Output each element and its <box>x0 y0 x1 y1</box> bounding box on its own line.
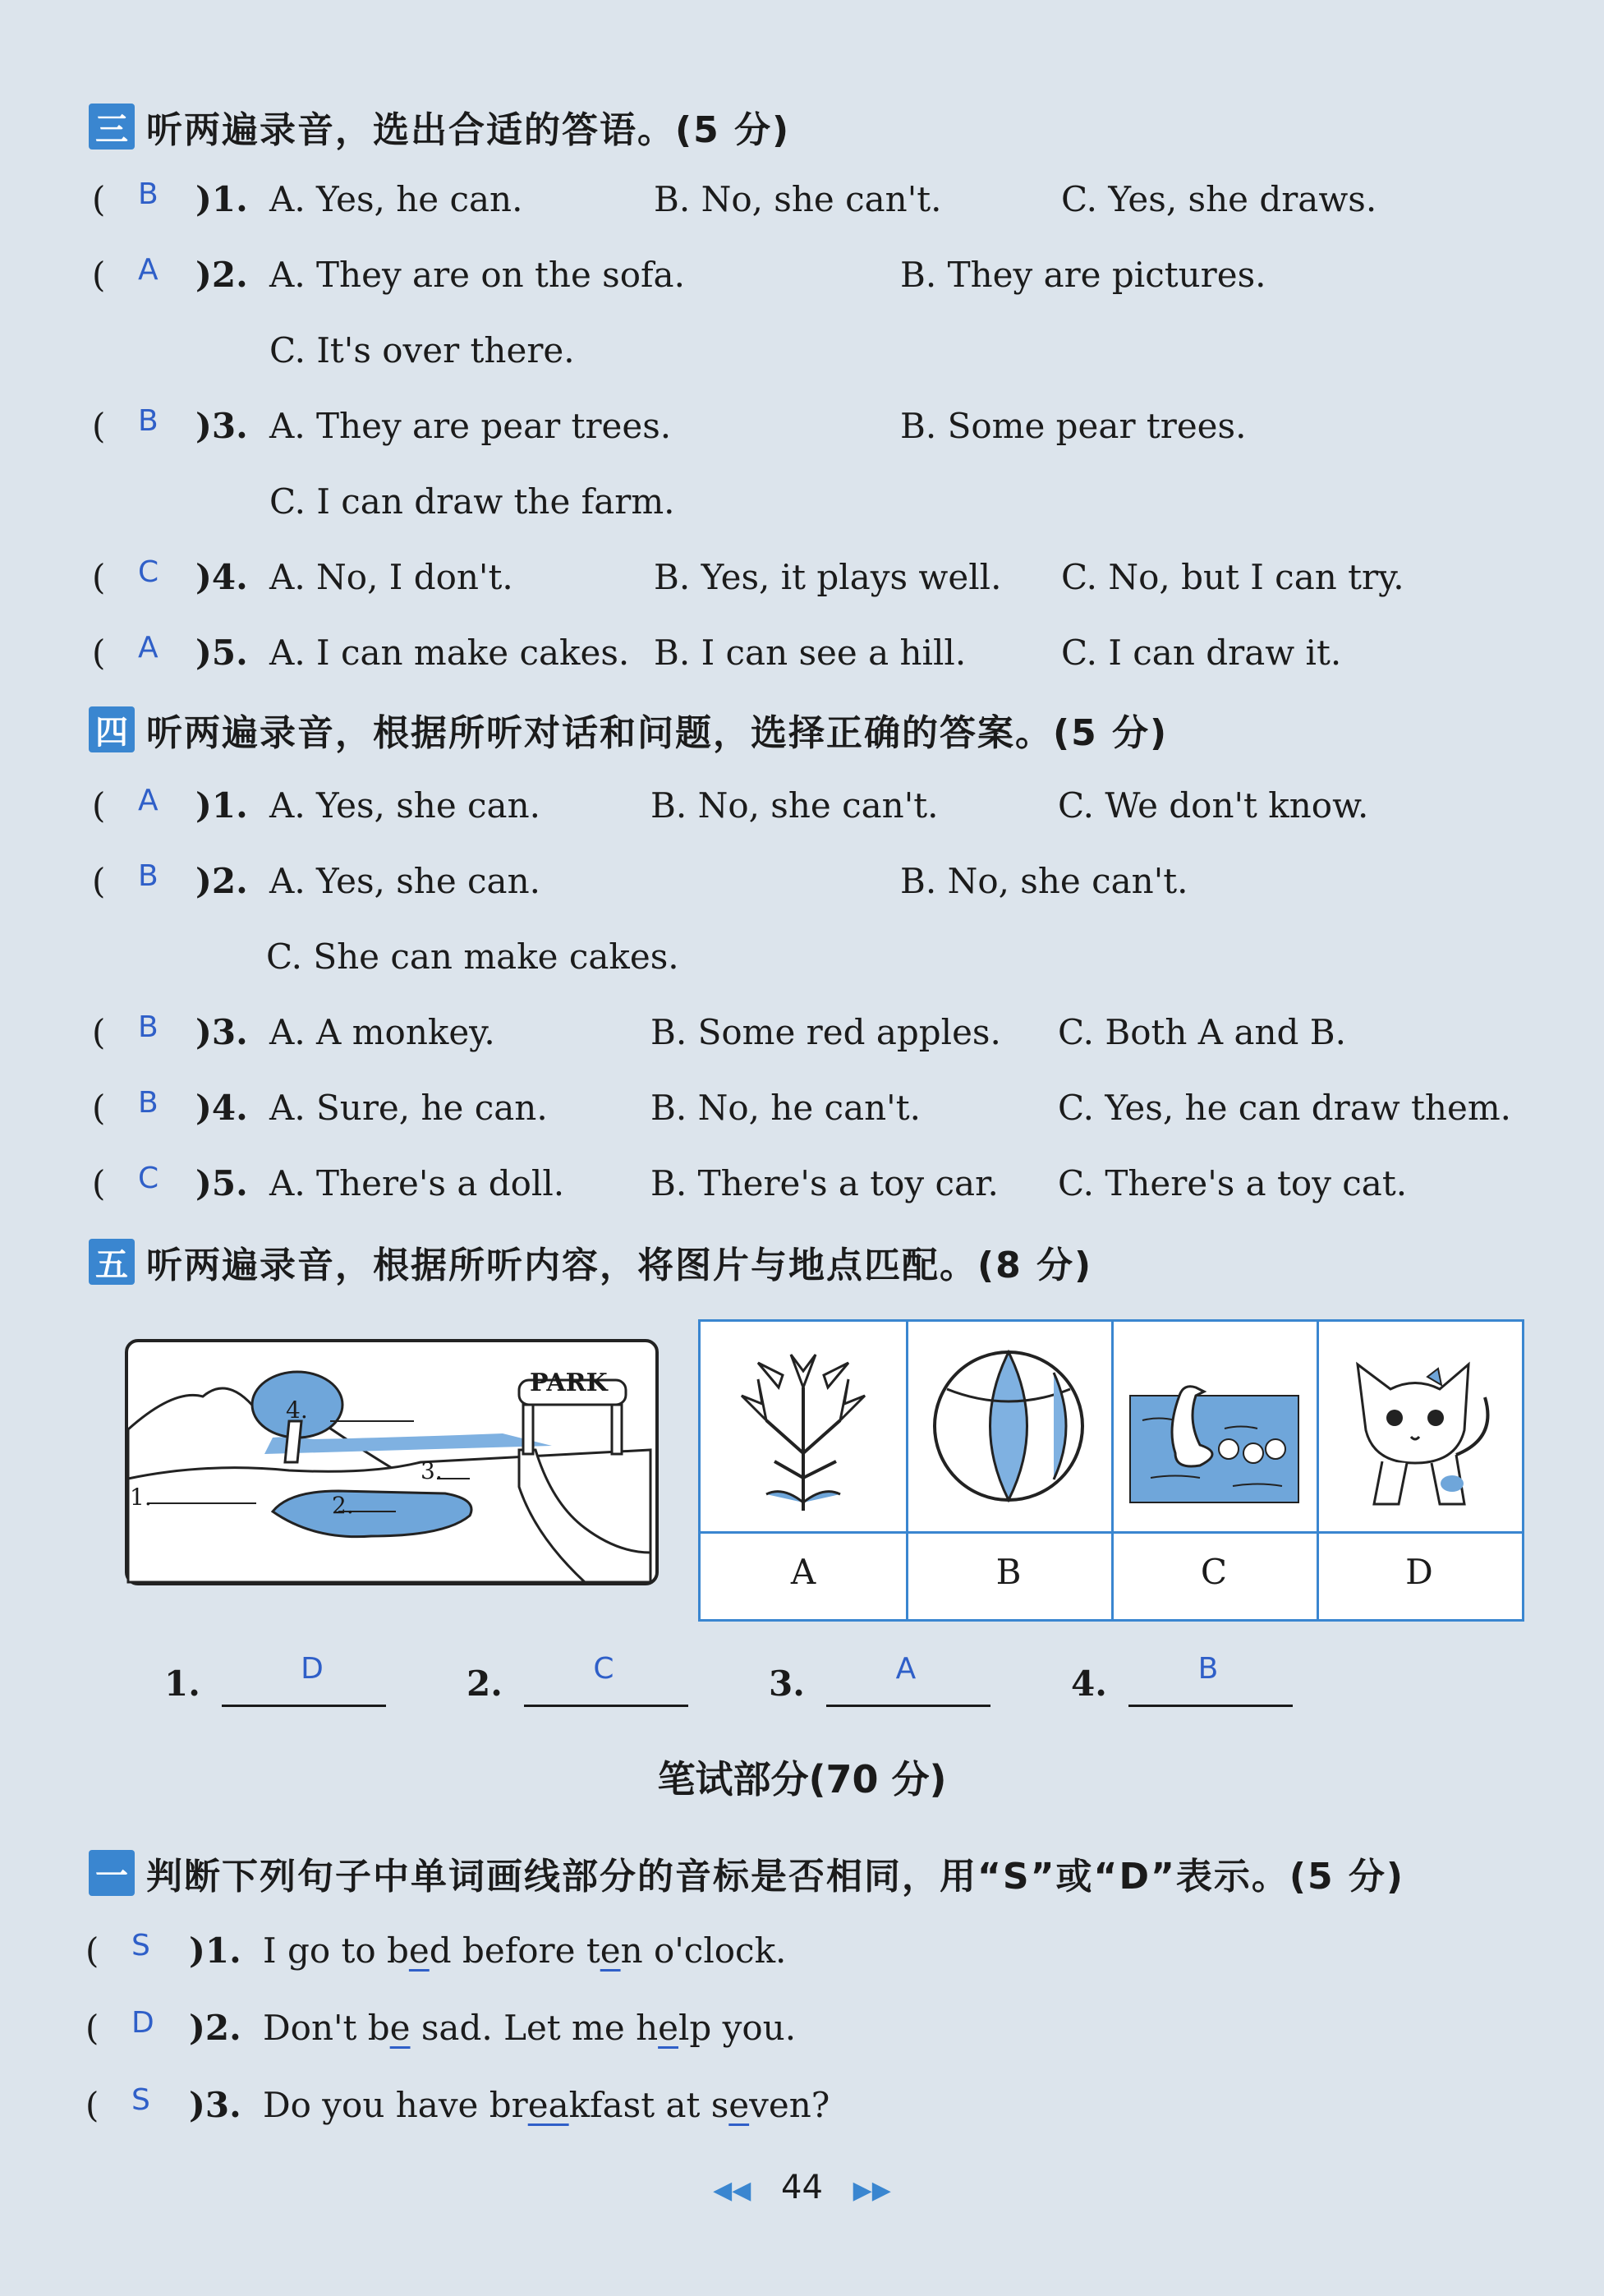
option-a: A. No, I don't. <box>269 557 513 597</box>
section-3-number: 三 <box>89 104 135 150</box>
underlined-letters: e <box>600 1930 621 1971</box>
question-number: )4. <box>195 1088 248 1128</box>
section-5-title: 听两遍录音，根据所听内容，将图片与地点匹配。(8 分) <box>146 1245 1093 1286</box>
underlined-letters: e <box>658 2008 678 2048</box>
answer-blank-2 <box>524 1705 688 1707</box>
open-paren: ( <box>92 861 106 901</box>
underlined-letters: e <box>389 2008 411 2048</box>
question-number: )3. <box>189 2085 241 2125</box>
option-b: B. I can see a hill. <box>654 633 967 673</box>
page-number: 44 <box>781 2169 823 2206</box>
beach-ball-image <box>922 1340 1095 1512</box>
section-w1-number: 一 <box>89 1850 135 1896</box>
question-number: )3. <box>195 1012 248 1052</box>
picture-label-a: A <box>790 1552 816 1592</box>
sentence-part: I go to b <box>263 1930 409 1971</box>
section-5-header <box>89 1237 1092 1286</box>
option-b: B. Yes, it plays well. <box>654 557 1002 597</box>
option-a: A. Yes, he can. <box>269 179 523 219</box>
open-paren: ( <box>92 255 106 295</box>
written-part-title: 笔试部分(70 分) <box>657 1757 947 1801</box>
sentence-part: ven? <box>749 2085 830 2125</box>
question-number: )2. <box>189 2008 241 2048</box>
section-4-title: 听两遍录音，根据所听对话和问题，选择正确的答案。(5 分) <box>146 712 1169 754</box>
picture-label-d: D <box>1405 1552 1433 1592</box>
question-number: )2. <box>195 861 248 901</box>
open-paren: ( <box>85 2008 99 2048</box>
answer-mark: B <box>138 1086 159 1120</box>
section-4-number: 四 <box>89 706 135 752</box>
answer-mark: S <box>131 1929 150 1962</box>
next-page-icon[interactable]: ▶▶ <box>853 2176 891 2205</box>
underlined-letters: e <box>728 2085 750 2125</box>
open-paren: ( <box>85 2085 99 2125</box>
picture-label-b: B <box>995 1552 1022 1592</box>
option-a: A. A monkey. <box>269 1012 495 1052</box>
option-a: A. They are on the sofa. <box>269 255 685 295</box>
section-5-number: 五 <box>89 1239 135 1285</box>
answer-blank-3 <box>826 1705 990 1707</box>
option-c: C. We don't know. <box>1058 785 1369 826</box>
option-c: C. I can draw it. <box>1061 633 1342 673</box>
section-w1-title: 判断下列句子中单词画线部分的音标是否相同，用“S”或“D”表示。(5 分) <box>146 1856 1405 1898</box>
option-b: B. No, she can't. <box>654 179 942 219</box>
question-number: )1. <box>195 179 248 219</box>
answer-mark: A <box>138 631 159 665</box>
answer-mark: C <box>138 555 159 589</box>
answer-mark: A <box>138 253 159 287</box>
underlined-letters: e <box>408 1930 430 1971</box>
match-answer-1: D <box>301 1652 324 1686</box>
question-number: )1. <box>189 1930 241 1971</box>
option-c: C. I can draw the farm. <box>269 481 675 522</box>
park-sign: PARK <box>530 1369 608 1397</box>
open-paren: ( <box>92 557 106 597</box>
open-paren: ( <box>92 179 106 219</box>
picture-grid <box>698 1319 1524 1622</box>
sentence-part: Don't b <box>263 2008 390 2048</box>
option-b: B. There's a toy car. <box>650 1163 999 1203</box>
option-a: A. Yes, she can. <box>269 785 540 826</box>
map-label-4: 4. <box>286 1396 308 1424</box>
option-c: C. It's over there. <box>269 330 575 370</box>
option-b: B. No, she can't. <box>900 861 1188 901</box>
option-a: A. I can make cakes. <box>269 633 630 673</box>
answer-mark: D <box>131 2006 154 2040</box>
option-c: C. Yes, she draws. <box>1061 179 1377 219</box>
sentence-part: n o'clock. <box>620 1930 787 1971</box>
section-w1-header <box>89 1848 1404 1898</box>
sentence <box>263 1930 786 1971</box>
section-4-header <box>89 705 1168 754</box>
sentence-part: Do you have br <box>263 2085 528 2125</box>
question-number: )1. <box>195 785 248 826</box>
match-answer-2: C <box>593 1652 614 1686</box>
option-c: C. She can make cakes. <box>266 936 679 977</box>
open-paren: ( <box>92 1088 106 1128</box>
answer-mark: A <box>138 784 159 817</box>
match-number-4: 4. <box>1071 1663 1107 1704</box>
sentence <box>263 2085 830 2125</box>
open-paren: ( <box>92 785 106 826</box>
section-3-title: 听两遍录音，选出合适的答语。(5 分) <box>146 109 791 151</box>
open-paren: ( <box>85 1930 99 1971</box>
underlined-letters: ea <box>527 2085 569 2125</box>
match-number-3: 3. <box>769 1663 805 1704</box>
sentence-part: d before t <box>429 1930 600 1971</box>
option-a: A. Sure, he can. <box>269 1088 548 1128</box>
answer-mark: B <box>138 177 159 211</box>
open-paren: ( <box>92 1163 106 1203</box>
match-number-1: 1. <box>164 1663 200 1704</box>
answer-mark: B <box>138 404 159 438</box>
park-map-illustration <box>125 1339 659 1585</box>
sentence <box>263 2008 796 2048</box>
sentence-part: sad. Let me h <box>410 2008 659 2048</box>
option-a: A. They are pear trees. <box>269 406 672 446</box>
match-number-2: 2. <box>466 1663 503 1704</box>
map-label-1: 1. <box>130 1484 152 1511</box>
answer-blank-1 <box>222 1705 386 1707</box>
option-b: B. No, he can't. <box>650 1088 921 1128</box>
answer-mark: B <box>138 859 159 893</box>
section-3-header <box>89 102 790 151</box>
option-b: B. Some pear trees. <box>900 406 1247 446</box>
answer-mark: B <box>138 1010 159 1044</box>
option-c: C. No, but I can try. <box>1061 557 1404 597</box>
option-b: B. Some red apples. <box>650 1012 1001 1052</box>
open-paren: ( <box>92 1012 106 1052</box>
option-c: C. There's a toy cat. <box>1058 1163 1408 1203</box>
match-answer-3: A <box>895 1652 917 1686</box>
kitten-image <box>1333 1340 1510 1516</box>
ducks-on-water-image <box>1126 1355 1303 1511</box>
question-number: )5. <box>195 633 248 673</box>
match-answer-4: B <box>1197 1652 1219 1686</box>
page-footer <box>0 2169 1604 2206</box>
question-number: )4. <box>195 557 248 597</box>
sentence-part: kfast at s <box>568 2085 729 2125</box>
map-label-2: 2. <box>332 1492 354 1519</box>
option-c: C. Both A and B. <box>1058 1012 1346 1052</box>
sentence-part: lp you. <box>678 2008 797 2048</box>
question-number: )5. <box>195 1163 248 1203</box>
open-paren: ( <box>92 406 106 446</box>
answer-blank-4 <box>1128 1705 1293 1707</box>
picture-label-c: C <box>1200 1552 1228 1592</box>
answer-mark: C <box>138 1162 159 1195</box>
prev-page-icon[interactable]: ◀◀ <box>713 2176 751 2205</box>
question-number: )3. <box>195 406 248 446</box>
answer-mark: S <box>131 2083 150 2117</box>
option-b: B. They are pictures. <box>900 255 1266 295</box>
option-c: C. Yes, he can draw them. <box>1058 1088 1512 1128</box>
option-b: B. No, she can't. <box>650 785 939 826</box>
matching-answers <box>164 1652 1314 1721</box>
option-a: A. There's a doll. <box>269 1163 565 1203</box>
lily-flowers-image <box>717 1338 889 1519</box>
question-number: )2. <box>195 255 248 295</box>
open-paren: ( <box>92 633 106 673</box>
map-label-3: 3. <box>421 1457 443 1484</box>
option-a: A. Yes, she can. <box>269 861 540 901</box>
